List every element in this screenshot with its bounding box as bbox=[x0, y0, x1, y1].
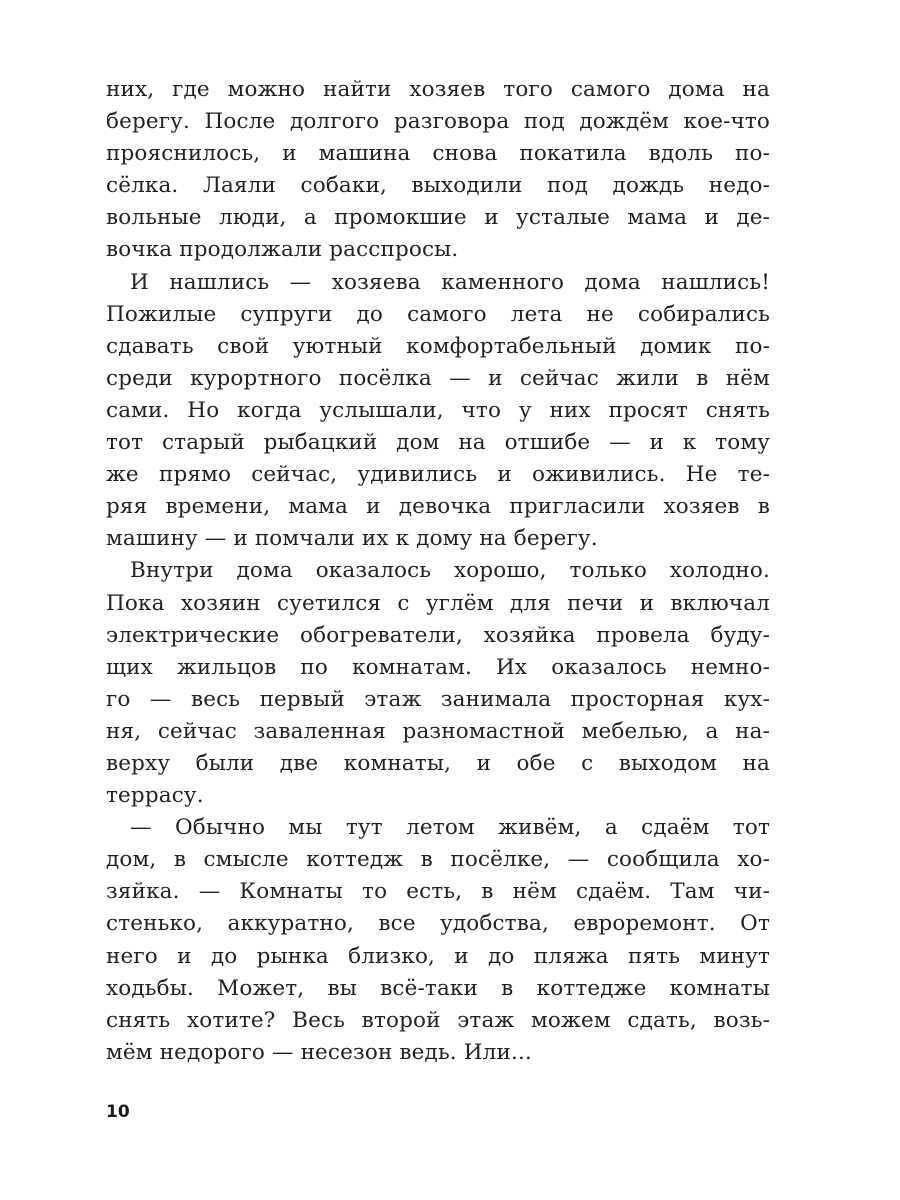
text-line: И нашлись — хозяева каменного дома нашлись! bbox=[130, 269, 770, 295]
text-line: Пока хозяин суетился с углём для печи и включал bbox=[106, 590, 770, 616]
text-line: ня, сейчас заваленная разномастной мебелью, а на- bbox=[106, 718, 770, 744]
text-line: мём недорого — несезон ведь. Или... bbox=[106, 1039, 532, 1065]
text-line: машину — и помчали их к дому на берегу. bbox=[106, 526, 598, 552]
text-line: тот старый рыбацкий дом на отшибе — и к тому bbox=[106, 430, 770, 456]
text-line: Внутри дома оказалось хорошо, только холодно. bbox=[130, 558, 770, 584]
text-line: берегу. После долгого разговора под дождём кое-что bbox=[106, 109, 770, 135]
text-line: щих жильцов по комнатам. Их оказалось немно- bbox=[106, 654, 770, 680]
paragraph bbox=[106, 267, 770, 556]
text-line: верху были две комнаты, и обе с выходом на bbox=[106, 750, 770, 776]
text-line: Пожилые супруги до самого лета не собирались bbox=[106, 301, 770, 327]
text-line: электрические обогреватели, хозяйка провела буду- bbox=[106, 622, 770, 648]
text-line: дом, в смысле коттедж в посёлке, — сообщила хо- bbox=[106, 847, 770, 873]
text-line: прояснилось, и машина снова покатила вдоль по- bbox=[106, 141, 770, 167]
paragraph bbox=[106, 555, 770, 812]
text-line: среди курортного посёлка — и сейчас жили в нём bbox=[106, 365, 770, 391]
text-line: сёлка. Лаяли собаки, выходили под дождь недо- bbox=[106, 173, 770, 199]
text-line: стенько, аккуратно, все удобства, евроремонт. От bbox=[106, 911, 770, 937]
text-line: снять хотите? Весь второй этаж можем сдать, возь- bbox=[106, 1007, 770, 1033]
text-line: террасу. bbox=[106, 783, 204, 809]
text-line: ходьбы. Может, вы всё-таки в коттедже комнаты bbox=[106, 975, 770, 1001]
book-page-text bbox=[106, 74, 770, 1069]
paragraph bbox=[106, 812, 770, 1069]
text-line: же прямо сейчас, удивились и оживились. Не те- bbox=[106, 462, 770, 488]
paragraph bbox=[106, 74, 770, 267]
text-line: вочка продолжали расспросы. bbox=[106, 237, 459, 263]
text-line: него и до рынка близко, и до пляжа пять минут bbox=[106, 943, 770, 969]
page-number: 10 bbox=[106, 1102, 130, 1122]
text-line: зяйка. — Комнаты то есть, в нём сдаём. Там чи- bbox=[106, 879, 770, 905]
text-line: — Обычно мы тут летом живём, а сдаём тот bbox=[130, 815, 770, 841]
text-line: сами. Но когда услышали, что у них просят снять bbox=[106, 397, 770, 423]
text-line: го — весь первый этаж занимала просторная кух- bbox=[106, 686, 770, 712]
text-line: них, где можно найти хозяев того самого дома на bbox=[106, 77, 770, 102]
text-line: вольные люди, а промокшие и усталые мама и де- bbox=[106, 205, 770, 231]
text-line: ряя времени, мама и девочка пригласили хозяев в bbox=[106, 494, 770, 520]
text-line: сдавать свой уютный комфортабельный домик по- bbox=[106, 333, 770, 359]
